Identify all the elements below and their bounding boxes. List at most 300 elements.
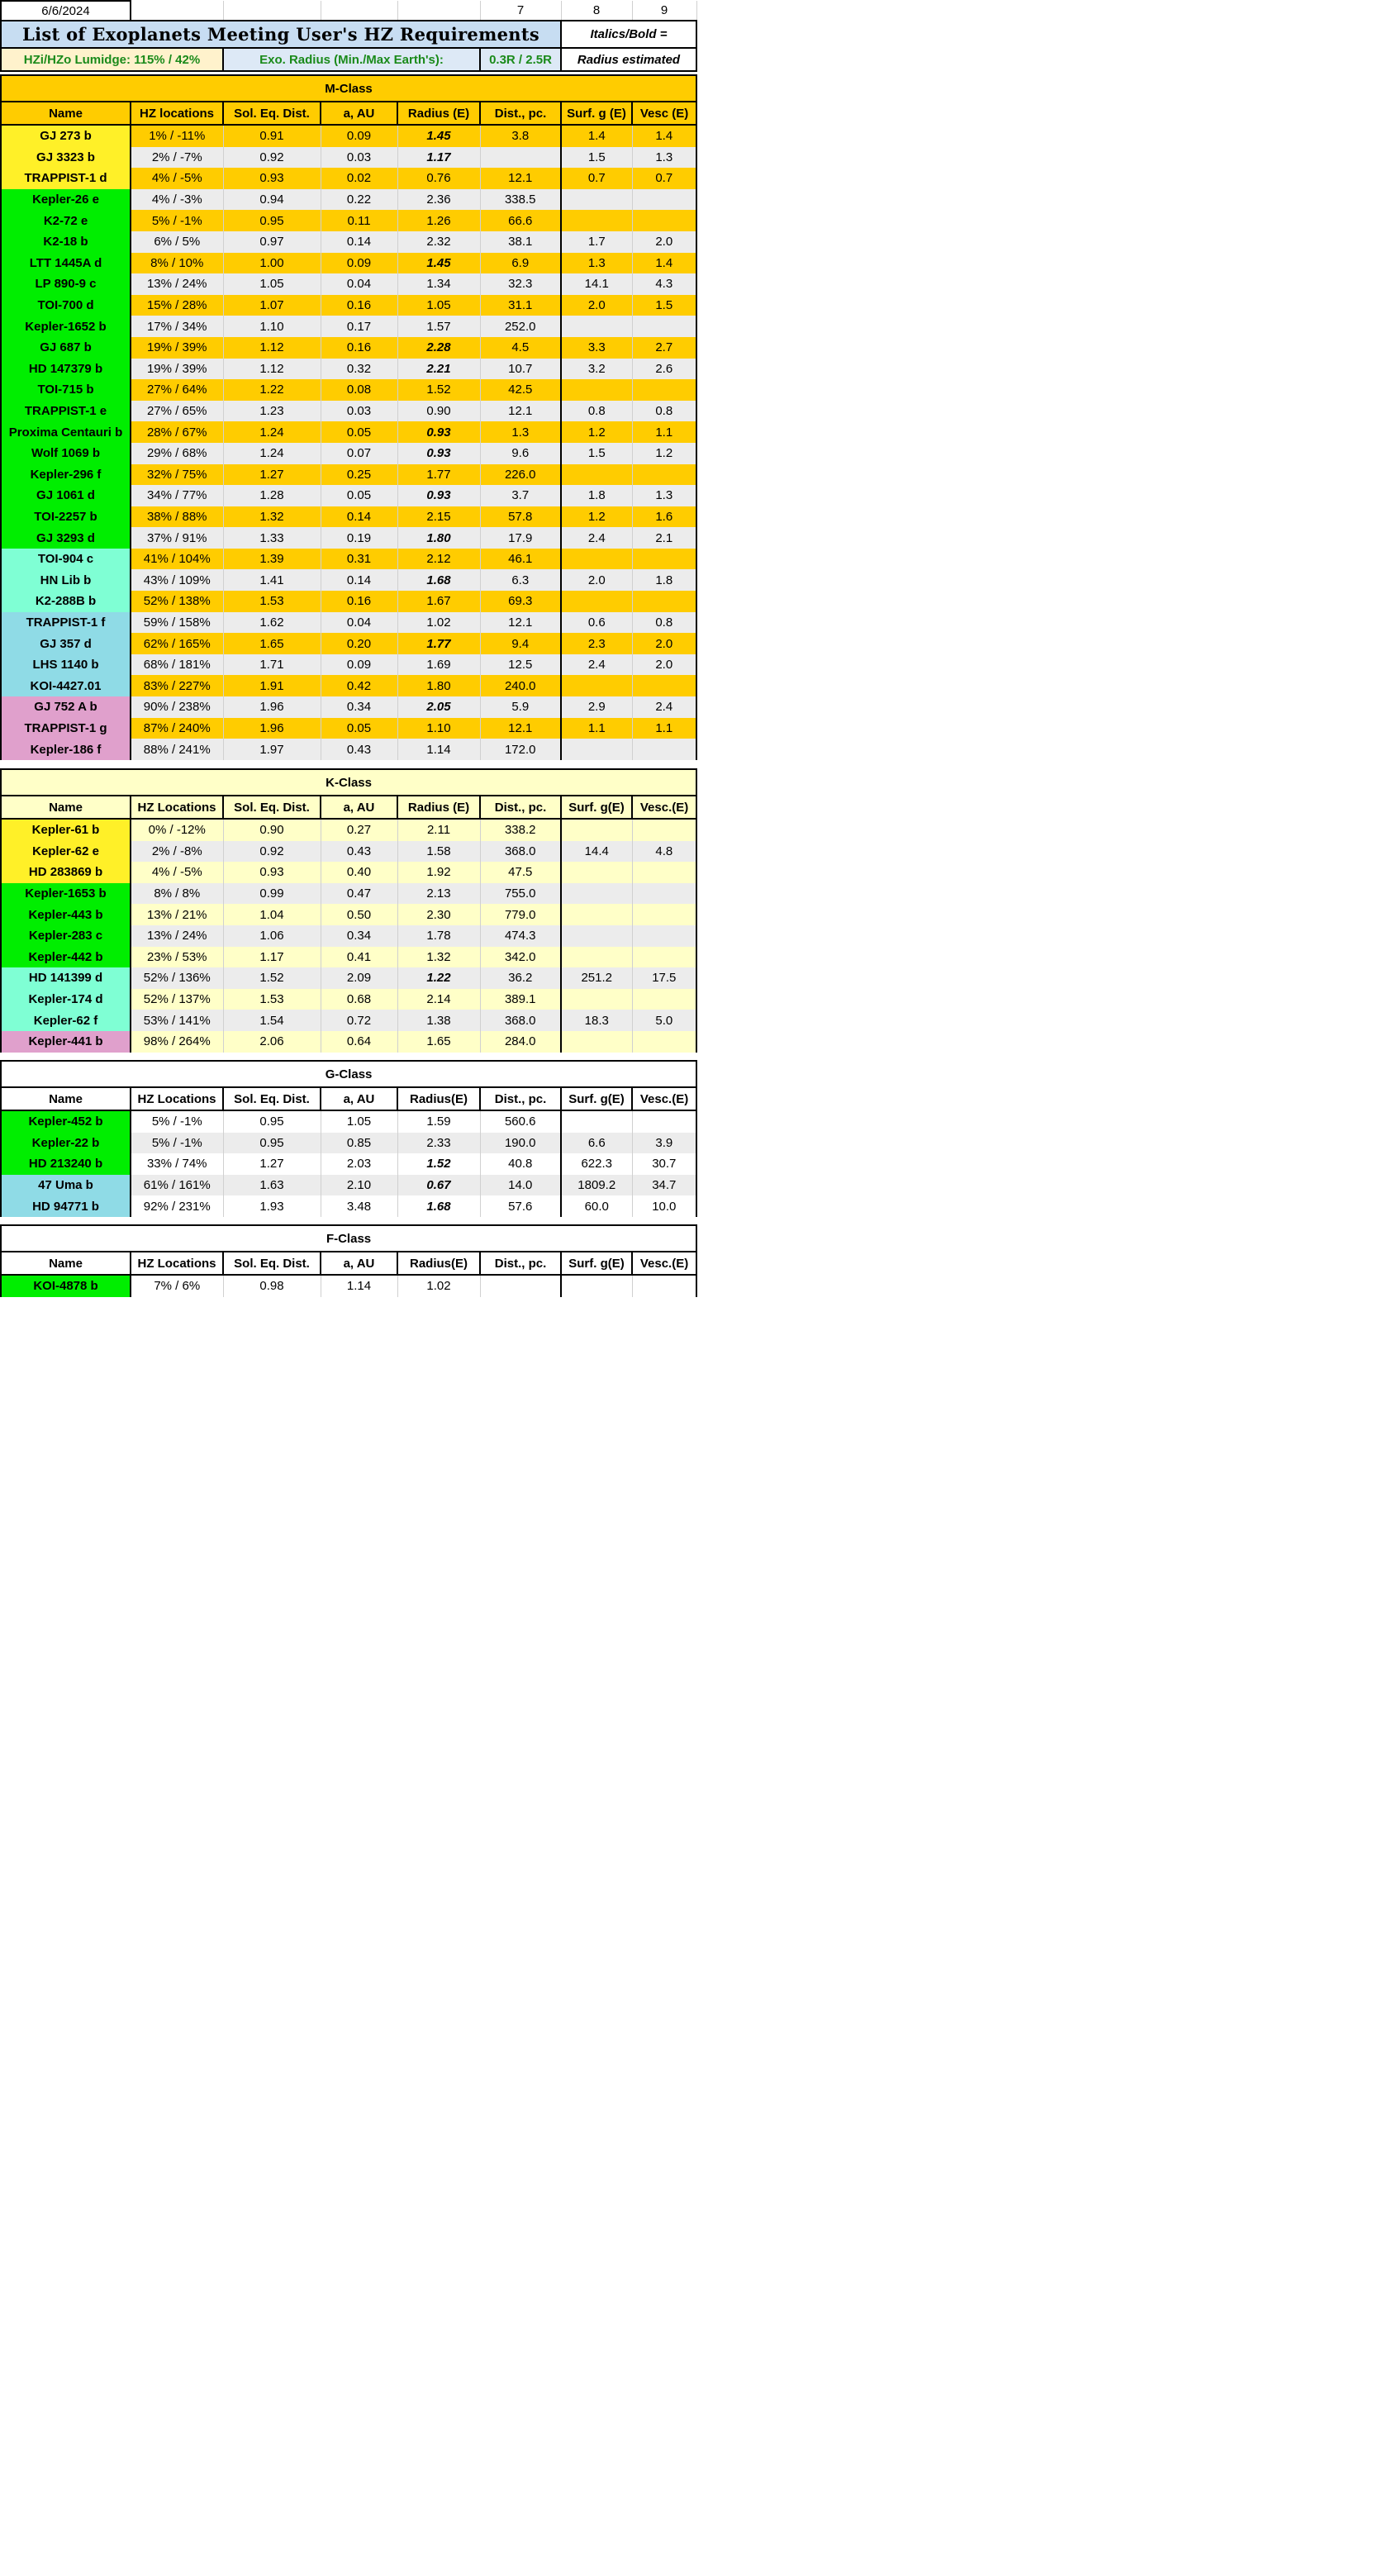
planet-name-cell[interactable]: TOI-904 c — [1, 549, 131, 570]
cell-g[interactable]: 1809.2 — [561, 1175, 632, 1196]
cell-sed[interactable]: 1.22 — [223, 379, 321, 401]
cell-v[interactable] — [632, 210, 696, 231]
column-header[interactable]: a, AU — [321, 102, 397, 125]
cell-g[interactable]: 1.5 — [561, 147, 632, 169]
cell-hz[interactable]: 23% / 53% — [131, 947, 223, 968]
cell-sed[interactable]: 1.04 — [223, 904, 321, 925]
cell-v[interactable] — [632, 675, 696, 696]
cell-v[interactable]: 2.0 — [632, 654, 696, 676]
cell-a[interactable]: 0.42 — [321, 675, 397, 696]
cell-r[interactable]: 1.10 — [397, 718, 480, 739]
cell-hz[interactable]: 33% / 74% — [131, 1153, 223, 1175]
column-header[interactable]: Vesc.(E) — [632, 1252, 696, 1275]
cell-d[interactable]: 17.9 — [480, 527, 561, 549]
cell-g[interactable] — [561, 591, 632, 612]
cell-hz[interactable]: 28% / 67% — [131, 421, 223, 443]
cell-a[interactable]: 2.09 — [321, 967, 397, 989]
cell-sed[interactable]: 1.00 — [223, 253, 321, 274]
cell-r[interactable]: 2.32 — [397, 231, 480, 253]
cell-a[interactable]: 0.17 — [321, 316, 397, 337]
column-header[interactable]: a, AU — [321, 1087, 397, 1110]
cell-sed[interactable]: 0.95 — [223, 1133, 321, 1154]
cell-g[interactable] — [561, 549, 632, 570]
cell-v[interactable]: 1.4 — [632, 125, 696, 147]
cell-hz[interactable]: 2% / -7% — [131, 147, 223, 169]
cell-g[interactable] — [561, 739, 632, 760]
column-header[interactable]: Dist., pc. — [480, 102, 561, 125]
cell-d[interactable]: 1.3 — [480, 421, 561, 443]
cell-g[interactable] — [561, 379, 632, 401]
cell-a[interactable]: 0.47 — [321, 883, 397, 905]
planet-name-cell[interactable]: LHS 1140 b — [1, 654, 131, 676]
cell-a[interactable]: 0.09 — [321, 253, 397, 274]
cell-g[interactable] — [561, 925, 632, 947]
cell-d[interactable]: 38.1 — [480, 231, 561, 253]
cell-r[interactable]: 1.02 — [397, 612, 480, 634]
cell-a[interactable]: 0.07 — [321, 443, 397, 464]
cell-sed[interactable]: 0.94 — [223, 189, 321, 211]
cell-sed[interactable]: 0.95 — [223, 1110, 321, 1133]
cell-a[interactable]: 0.32 — [321, 359, 397, 380]
cell-a[interactable]: 0.03 — [321, 147, 397, 169]
cell-a[interactable]: 0.08 — [321, 379, 397, 401]
planet-name-cell[interactable]: GJ 1061 d — [1, 485, 131, 506]
cell-d[interactable]: 338.5 — [480, 189, 561, 211]
cell-sed[interactable]: 2.06 — [223, 1031, 321, 1053]
cell-sed[interactable]: 1.65 — [223, 633, 321, 654]
cell-d[interactable]: 226.0 — [480, 464, 561, 486]
cell-g[interactable]: 1.1 — [561, 718, 632, 739]
cell-sed[interactable]: 0.95 — [223, 210, 321, 231]
cell-d[interactable]: 3.8 — [480, 125, 561, 147]
cell-v[interactable] — [632, 1031, 696, 1053]
cell-v[interactable] — [632, 989, 696, 1010]
cell-d[interactable]: 36.2 — [480, 967, 561, 989]
planet-name-cell[interactable]: Wolf 1069 b — [1, 443, 131, 464]
cell-hz[interactable]: 37% / 91% — [131, 527, 223, 549]
cell-v[interactable] — [632, 925, 696, 947]
cell-d[interactable]: 240.0 — [480, 675, 561, 696]
column-header[interactable]: HZ Locations — [131, 1252, 223, 1275]
column-header[interactable]: Sol. Eq. Dist. — [223, 102, 321, 125]
cell-a[interactable]: 0.14 — [321, 506, 397, 528]
cell-d[interactable]: 560.6 — [480, 1110, 561, 1133]
column-header[interactable]: Vesc.(E) — [632, 1087, 696, 1110]
cell-d[interactable]: 284.0 — [480, 1031, 561, 1053]
cell-r[interactable]: 1.68 — [397, 1195, 480, 1217]
cell-sed[interactable]: 1.07 — [223, 295, 321, 316]
cell-v[interactable] — [632, 904, 696, 925]
planet-name-cell[interactable]: TRAPPIST-1 e — [1, 401, 131, 422]
cell-v[interactable]: 1.3 — [632, 147, 696, 169]
cell-a[interactable]: 0.34 — [321, 696, 397, 718]
cell-a[interactable]: 2.03 — [321, 1153, 397, 1175]
cell-d[interactable]: 12.5 — [480, 654, 561, 676]
cell-v[interactable]: 30.7 — [632, 1153, 696, 1175]
planet-name-cell[interactable]: Kepler-442 b — [1, 947, 131, 968]
cell-v[interactable] — [632, 819, 696, 841]
cell-r[interactable]: 1.02 — [397, 1275, 480, 1297]
cell-r[interactable]: 1.05 — [397, 295, 480, 316]
cell-sed[interactable]: 0.98 — [223, 1275, 321, 1297]
cell-v[interactable] — [632, 1110, 696, 1133]
planet-name-cell[interactable]: KOI-4427.01 — [1, 675, 131, 696]
cell-g[interactable]: 1.2 — [561, 506, 632, 528]
cell-sed[interactable]: 1.17 — [223, 947, 321, 968]
cell-g[interactable]: 2.0 — [561, 295, 632, 316]
cell-sed[interactable]: 1.27 — [223, 464, 321, 486]
cell-sed[interactable]: 1.06 — [223, 925, 321, 947]
cell-r[interactable]: 1.45 — [397, 125, 480, 147]
planet-name-cell[interactable]: K2-72 e — [1, 210, 131, 231]
column-header[interactable]: Radius(E) — [397, 1252, 480, 1275]
cell-sed[interactable]: 1.54 — [223, 1010, 321, 1031]
cell-a[interactable]: 0.41 — [321, 947, 397, 968]
cell-a[interactable]: 0.09 — [321, 654, 397, 676]
planet-name-cell[interactable]: Kepler-1652 b — [1, 316, 131, 337]
cell-g[interactable] — [561, 1031, 632, 1053]
cell-sed[interactable]: 1.96 — [223, 718, 321, 739]
cell-r[interactable]: 1.32 — [397, 947, 480, 968]
cell-r[interactable]: 1.58 — [397, 841, 480, 863]
cell-hz[interactable]: 1% / -11% — [131, 125, 223, 147]
cell-g[interactable]: 2.0 — [561, 569, 632, 591]
cell-v[interactable]: 2.1 — [632, 527, 696, 549]
cell-r[interactable]: 1.65 — [397, 1031, 480, 1053]
cell-hz[interactable]: 13% / 24% — [131, 273, 223, 295]
cell-g[interactable] — [561, 316, 632, 337]
planet-name-cell[interactable]: HD 147379 b — [1, 359, 131, 380]
cell-d[interactable]: 57.6 — [480, 1195, 561, 1217]
cell-r[interactable]: 1.57 — [397, 316, 480, 337]
cell-sed[interactable]: 1.24 — [223, 443, 321, 464]
cell-v[interactable] — [632, 591, 696, 612]
cell-v[interactable] — [632, 549, 696, 570]
cell-a[interactable]: 0.27 — [321, 819, 397, 841]
cell-d[interactable]: 252.0 — [480, 316, 561, 337]
cell-g[interactable]: 60.0 — [561, 1195, 632, 1217]
cell-r[interactable]: 1.77 — [397, 633, 480, 654]
cell-v[interactable]: 2.4 — [632, 696, 696, 718]
cell-a[interactable]: 0.09 — [321, 125, 397, 147]
column-header[interactable]: HZ Locations — [131, 1087, 223, 1110]
cell-r[interactable]: 1.68 — [397, 569, 480, 591]
cell-r[interactable]: 0.93 — [397, 485, 480, 506]
planet-name-cell[interactable]: HD 283869 b — [1, 862, 131, 883]
cell-sed[interactable]: 1.27 — [223, 1153, 321, 1175]
cell-v[interactable]: 1.6 — [632, 506, 696, 528]
cell-v[interactable]: 1.3 — [632, 485, 696, 506]
cell-d[interactable]: 14.0 — [480, 1175, 561, 1196]
cell-d[interactable]: 6.9 — [480, 253, 561, 274]
cell-hz[interactable]: 5% / -1% — [131, 1133, 223, 1154]
cell-g[interactable]: 1.3 — [561, 253, 632, 274]
planet-name-cell[interactable]: GJ 752 A b — [1, 696, 131, 718]
planet-name-cell[interactable]: Kepler-61 b — [1, 819, 131, 841]
cell-hz[interactable]: 59% / 158% — [131, 612, 223, 634]
cell-d[interactable]: 47.5 — [480, 862, 561, 883]
cell-a[interactable]: 0.04 — [321, 612, 397, 634]
column-header[interactable]: HZ locations — [131, 102, 223, 125]
cell-sed[interactable]: 1.97 — [223, 739, 321, 760]
planet-name-cell[interactable]: TOI-2257 b — [1, 506, 131, 528]
planet-name-cell[interactable]: TOI-715 b — [1, 379, 131, 401]
cell-g[interactable]: 0.8 — [561, 401, 632, 422]
cell-sed[interactable]: 1.63 — [223, 1175, 321, 1196]
cell-r[interactable]: 1.26 — [397, 210, 480, 231]
cell-v[interactable]: 4.8 — [632, 841, 696, 863]
cell-a[interactable]: 0.50 — [321, 904, 397, 925]
cell-sed[interactable]: 0.93 — [223, 862, 321, 883]
cell-g[interactable]: 2.3 — [561, 633, 632, 654]
cell-a[interactable]: 0.31 — [321, 549, 397, 570]
column-header[interactable]: Name — [1, 1087, 131, 1110]
cell-v[interactable]: 3.9 — [632, 1133, 696, 1154]
cell-hz[interactable]: 62% / 165% — [131, 633, 223, 654]
cell-d[interactable]: 368.0 — [480, 1010, 561, 1031]
cell-sed[interactable]: 1.41 — [223, 569, 321, 591]
cell-sed[interactable]: 1.32 — [223, 506, 321, 528]
cell-a[interactable]: 0.14 — [321, 569, 397, 591]
cell-d[interactable]: 69.3 — [480, 591, 561, 612]
cell-d[interactable]: 9.6 — [480, 443, 561, 464]
cell-v[interactable] — [632, 1275, 696, 1297]
column-header[interactable]: Vesc (E) — [632, 102, 696, 125]
cell-r[interactable]: 2.33 — [397, 1133, 480, 1154]
column-header[interactable]: Surf. g(E) — [561, 796, 632, 819]
cell-v[interactable]: 2.7 — [632, 337, 696, 359]
cell-r[interactable]: 2.11 — [397, 819, 480, 841]
cell-g[interactable]: 1.7 — [561, 231, 632, 253]
cell-hz[interactable]: 0% / -12% — [131, 819, 223, 841]
cell-sed[interactable]: 1.96 — [223, 696, 321, 718]
cell-sed[interactable]: 1.93 — [223, 1195, 321, 1217]
cell-r[interactable]: 0.76 — [397, 168, 480, 189]
cell-d[interactable]: 755.0 — [480, 883, 561, 905]
cell-hz[interactable]: 88% / 241% — [131, 739, 223, 760]
cell-sed[interactable]: 0.93 — [223, 168, 321, 189]
column-header[interactable]: Sol. Eq. Dist. — [223, 1087, 321, 1110]
cell-hz[interactable]: 5% / -1% — [131, 1110, 223, 1133]
cell-sed[interactable]: 1.24 — [223, 421, 321, 443]
cell-sed[interactable]: 1.10 — [223, 316, 321, 337]
cell-g[interactable] — [561, 819, 632, 841]
cell-v[interactable] — [632, 464, 696, 486]
cell-v[interactable]: 1.1 — [632, 421, 696, 443]
planet-name-cell[interactable]: Kepler-22 b — [1, 1133, 131, 1154]
column-header[interactable]: Radius(E) — [397, 1087, 480, 1110]
cell-d[interactable]: 40.8 — [480, 1153, 561, 1175]
cell-hz[interactable]: 15% / 28% — [131, 295, 223, 316]
cell-d[interactable]: 6.3 — [480, 569, 561, 591]
cell-sed[interactable]: 1.53 — [223, 989, 321, 1010]
cell-v[interactable]: 1.4 — [632, 253, 696, 274]
cell-v[interactable]: 0.7 — [632, 168, 696, 189]
cell-v[interactable] — [632, 316, 696, 337]
planet-name-cell[interactable]: K2-288B b — [1, 591, 131, 612]
cell-a[interactable]: 3.48 — [321, 1195, 397, 1217]
cell-d[interactable]: 12.1 — [480, 401, 561, 422]
cell-hz[interactable]: 4% / -5% — [131, 168, 223, 189]
column-header[interactable]: a, AU — [321, 1252, 397, 1275]
cell-r[interactable]: 1.52 — [397, 1153, 480, 1175]
cell-d[interactable]: 474.3 — [480, 925, 561, 947]
cell-v[interactable] — [632, 947, 696, 968]
cell-sed[interactable]: 1.12 — [223, 337, 321, 359]
cell-hz[interactable]: 32% / 75% — [131, 464, 223, 486]
cell-a[interactable]: 0.16 — [321, 337, 397, 359]
cell-a[interactable]: 0.14 — [321, 231, 397, 253]
cell-d[interactable]: 190.0 — [480, 1133, 561, 1154]
planet-name-cell[interactable]: K2-18 b — [1, 231, 131, 253]
cell-hz[interactable]: 83% / 227% — [131, 675, 223, 696]
cell-a[interactable]: 0.16 — [321, 295, 397, 316]
cell-sed[interactable]: 1.33 — [223, 527, 321, 549]
cell-hz[interactable]: 7% / 6% — [131, 1275, 223, 1297]
column-header[interactable]: Sol. Eq. Dist. — [223, 796, 321, 819]
cell-r[interactable]: 2.30 — [397, 904, 480, 925]
cell-g[interactable]: 3.2 — [561, 359, 632, 380]
cell-sed[interactable]: 1.23 — [223, 401, 321, 422]
cell-sed[interactable]: 0.90 — [223, 819, 321, 841]
cell-hz[interactable]: 61% / 161% — [131, 1175, 223, 1196]
column-header[interactable]: Sol. Eq. Dist. — [223, 1252, 321, 1275]
planet-name-cell[interactable]: Kepler-283 c — [1, 925, 131, 947]
cell-a[interactable]: 0.40 — [321, 862, 397, 883]
cell-a[interactable]: 0.05 — [321, 485, 397, 506]
cell-d[interactable]: 12.1 — [480, 168, 561, 189]
cell-r[interactable]: 0.93 — [397, 421, 480, 443]
cell-hz[interactable]: 2% / -8% — [131, 841, 223, 863]
cell-a[interactable]: 0.05 — [321, 718, 397, 739]
cell-r[interactable]: 0.93 — [397, 443, 480, 464]
cell-g[interactable]: 1.5 — [561, 443, 632, 464]
cell-hz[interactable]: 5% / -1% — [131, 210, 223, 231]
cell-v[interactable] — [632, 739, 696, 760]
planet-name-cell[interactable]: TRAPPIST-1 g — [1, 718, 131, 739]
cell-hz[interactable]: 6% / 5% — [131, 231, 223, 253]
planet-name-cell[interactable]: LP 890-9 c — [1, 273, 131, 295]
cell-v[interactable]: 2.6 — [632, 359, 696, 380]
planet-name-cell[interactable]: Kepler-452 b — [1, 1110, 131, 1133]
cell-g[interactable] — [561, 989, 632, 1010]
cell-hz[interactable]: 52% / 138% — [131, 591, 223, 612]
cell-hz[interactable]: 43% / 109% — [131, 569, 223, 591]
cell-a[interactable]: 0.11 — [321, 210, 397, 231]
cell-a[interactable]: 1.05 — [321, 1110, 397, 1133]
cell-v[interactable]: 2.0 — [632, 633, 696, 654]
column-header[interactable]: Surf. g(E) — [561, 1252, 632, 1275]
cell-sed[interactable]: 0.91 — [223, 125, 321, 147]
cell-r[interactable]: 1.38 — [397, 1010, 480, 1031]
cell-g[interactable]: 0.7 — [561, 168, 632, 189]
cell-sed[interactable]: 1.05 — [223, 273, 321, 295]
cell-a[interactable]: 0.20 — [321, 633, 397, 654]
cell-r[interactable]: 1.22 — [397, 967, 480, 989]
cell-v[interactable]: 1.8 — [632, 569, 696, 591]
cell-sed[interactable]: 1.71 — [223, 654, 321, 676]
cell-sed[interactable]: 1.52 — [223, 967, 321, 989]
cell-r[interactable]: 2.21 — [397, 359, 480, 380]
planet-name-cell[interactable]: TOI-700 d — [1, 295, 131, 316]
planet-name-cell[interactable]: Kepler-174 d — [1, 989, 131, 1010]
cell-hz[interactable]: 52% / 137% — [131, 989, 223, 1010]
cell-d[interactable]: 46.1 — [480, 549, 561, 570]
cell-d[interactable]: 31.1 — [480, 295, 561, 316]
cell-g[interactable] — [561, 883, 632, 905]
cell-g[interactable]: 1.4 — [561, 125, 632, 147]
cell-v[interactable]: 34.7 — [632, 1175, 696, 1196]
planet-name-cell[interactable]: HD 94771 b — [1, 1195, 131, 1217]
cell-r[interactable]: 1.80 — [397, 527, 480, 549]
planet-name-cell[interactable]: HD 213240 b — [1, 1153, 131, 1175]
cell-sed[interactable]: 0.97 — [223, 231, 321, 253]
cell-a[interactable]: 0.04 — [321, 273, 397, 295]
cell-hz[interactable]: 68% / 181% — [131, 654, 223, 676]
cell-g[interactable]: 2.9 — [561, 696, 632, 718]
cell-g[interactable] — [561, 1110, 632, 1133]
cell-hz[interactable]: 41% / 104% — [131, 549, 223, 570]
cell-d[interactable]: 389.1 — [480, 989, 561, 1010]
cell-sed[interactable]: 1.12 — [223, 359, 321, 380]
planet-name-cell[interactable]: HD 141399 d — [1, 967, 131, 989]
cell-hz[interactable]: 38% / 88% — [131, 506, 223, 528]
cell-g[interactable]: 14.4 — [561, 841, 632, 863]
cell-d[interactable]: 57.8 — [480, 506, 561, 528]
planet-name-cell[interactable]: 47 Uma b — [1, 1175, 131, 1196]
cell-r[interactable]: 1.34 — [397, 273, 480, 295]
cell-v[interactable]: 4.3 — [632, 273, 696, 295]
cell-sed[interactable]: 0.99 — [223, 883, 321, 905]
cell-d[interactable]: 12.1 — [480, 718, 561, 739]
cell-r[interactable]: 2.12 — [397, 549, 480, 570]
cell-a[interactable]: 1.14 — [321, 1275, 397, 1297]
column-header[interactable]: Vesc.(E) — [632, 796, 696, 819]
cell-v[interactable] — [632, 883, 696, 905]
cell-v[interactable]: 1.1 — [632, 718, 696, 739]
planet-name-cell[interactable]: GJ 273 b — [1, 125, 131, 147]
cell-a[interactable]: 0.22 — [321, 189, 397, 211]
cell-a[interactable]: 0.02 — [321, 168, 397, 189]
cell-d[interactable]: 4.5 — [480, 337, 561, 359]
cell-r[interactable]: 1.78 — [397, 925, 480, 947]
cell-a[interactable]: 0.19 — [321, 527, 397, 549]
cell-sed[interactable]: 0.92 — [223, 841, 321, 863]
planet-name-cell[interactable]: TRAPPIST-1 f — [1, 612, 131, 634]
cell-v[interactable]: 0.8 — [632, 612, 696, 634]
cell-hz[interactable]: 87% / 240% — [131, 718, 223, 739]
cell-d[interactable]: 338.2 — [480, 819, 561, 841]
planet-name-cell[interactable]: KOI-4878 b — [1, 1275, 131, 1297]
cell-r[interactable]: 2.15 — [397, 506, 480, 528]
planet-name-cell[interactable]: Kepler-1653 b — [1, 883, 131, 905]
cell-r[interactable]: 1.17 — [397, 147, 480, 169]
cell-a[interactable]: 0.43 — [321, 739, 397, 760]
cell-d[interactable]: 342.0 — [480, 947, 561, 968]
cell-d[interactable]: 66.6 — [480, 210, 561, 231]
planet-name-cell[interactable]: LTT 1445A d — [1, 253, 131, 274]
cell-g[interactable]: 14.1 — [561, 273, 632, 295]
cell-r[interactable]: 1.52 — [397, 379, 480, 401]
cell-a[interactable]: 0.34 — [321, 925, 397, 947]
cell-d[interactable]: 42.5 — [480, 379, 561, 401]
planet-name-cell[interactable]: Kepler-296 f — [1, 464, 131, 486]
cell-v[interactable]: 10.0 — [632, 1195, 696, 1217]
planet-name-cell[interactable]: Kepler-186 f — [1, 739, 131, 760]
cell-d[interactable]: 3.7 — [480, 485, 561, 506]
cell-a[interactable]: 2.10 — [321, 1175, 397, 1196]
cell-d[interactable]: 10.7 — [480, 359, 561, 380]
